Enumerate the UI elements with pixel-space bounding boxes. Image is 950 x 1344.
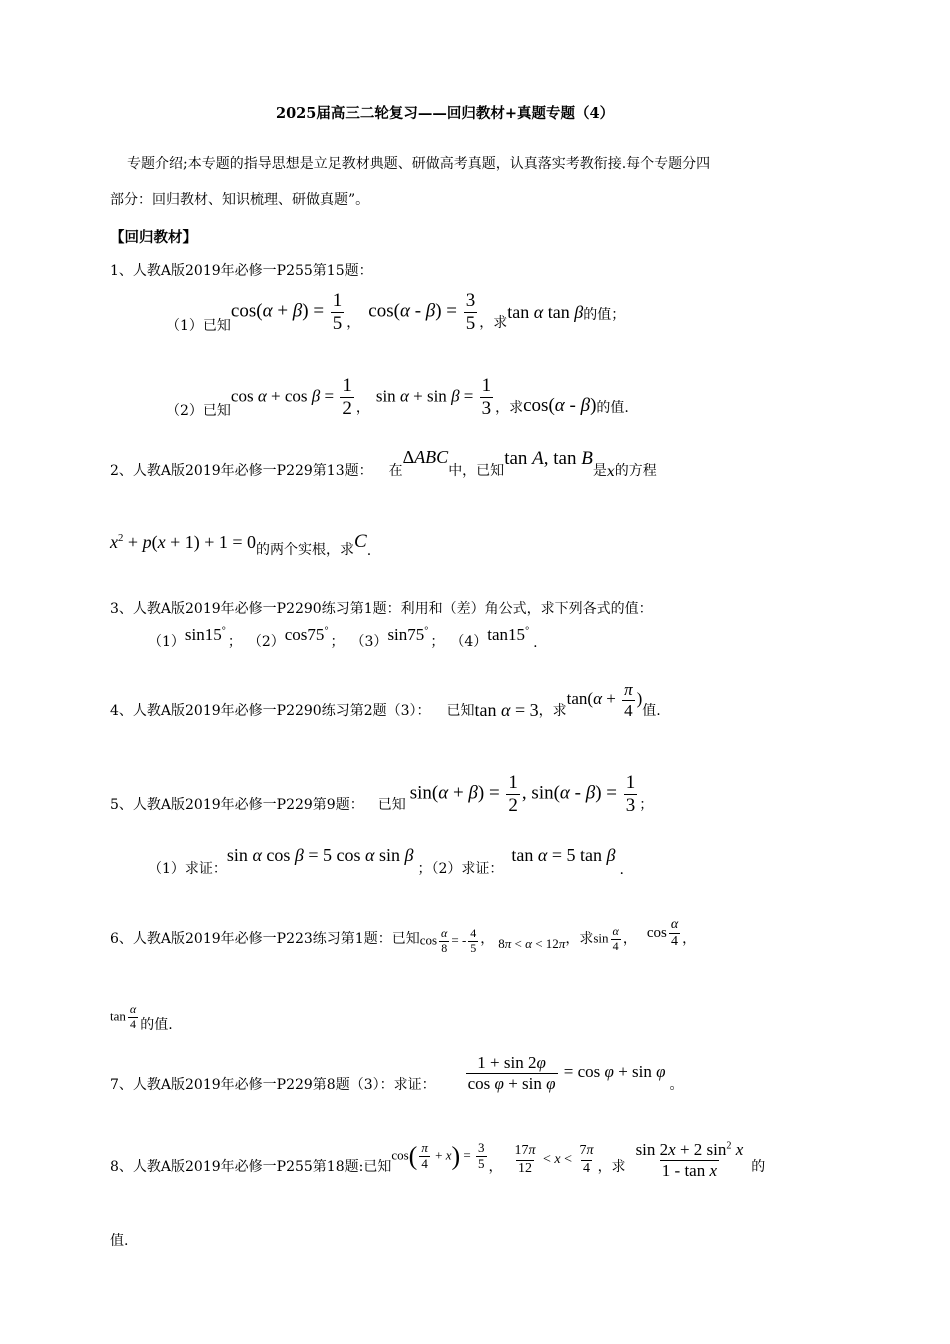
problem-5-line-1: 5、人教A版2019年必修一P229第9题： 已知 sin(α + β) = $\frac{1}{2}$ , sin(α - β) = $\frac{1}{3}$ ； <box>110 772 654 816</box>
formula: sin(α + β) = $\frac{1}{2}$ , sin(α - β) = $\frac{1}{3}$ <box>409 772 636 816</box>
problem-1-part-1: （1）已知 cos(α + β) = $\frac{1}{5}$ ， cos(α - β) = $\frac{3}{5}$ ，求 tan α tan β 的值； <box>166 289 626 334</box>
formula: cos(α + β) = $\frac{1}{5}$ <box>230 289 343 334</box>
problem-4: 4、人教A版2019年必修一P2290练习第2题（3）： 已知 tan α = 3 ，求 tan(α + $\frac{\pi}{4}$ ) 值. <box>110 680 661 720</box>
formula: tan α = 5 tan β <box>511 845 616 865</box>
intro-line-2: 部分：回归教材、知识梳理、研做真题”。 <box>110 192 370 208</box>
formula: C <box>354 531 367 552</box>
formula: ΔABC <box>402 447 449 467</box>
formula: sin $\frac{\alpha}{4}$ <box>593 924 619 954</box>
formula: tan α = 3 <box>474 699 539 720</box>
problem-2-line-2: $x^2 + p(x + 1) + 1 = 0$ 的两个实根，求 C . <box>110 531 372 559</box>
problem-1-part-2: （2）已知 cos α + cos β = $\frac{1}{2}$ ， sin α + sin β = $\frac{1}{3}$ ，求 cos(α - β) 的值. <box>166 374 629 419</box>
problem-7: 7、人教A版2019年必修一P229第8题（3）：求证： $\frac{1 + \sin 2\varphi}{\text{cos φ + sin φ}}$ = cos φ + sin φ 。 <box>110 1052 684 1093</box>
section-heading: 【回归教材】 <box>110 229 197 246</box>
problem-8-line-1: 8、人教A版2019年必修一P255第18题:已知 cos( $\frac{\pi}{4}$ + x) = $\frac{3}{5}$ ， $\frac{17\pi}{12}$ < x < $\frac{7\pi}{4}$ ，求 $\frac{\sin 2x + 2 \sin^2 x}{\text{1 - tan x}}$ 的 <box>110 1139 766 1180</box>
formula: $\frac{1 + \sin 2\varphi}{\text{cos φ + sin φ}}$ = cos φ + sin φ <box>467 1052 666 1093</box>
page-title: 2025届高三二轮复习——回归教材+真题专题（4） <box>276 105 615 122</box>
formula: $\frac{\sin 2x + 2 \sin^2 x}{\text{1 - tan x}}$ <box>635 1140 744 1180</box>
problem-1-label: 1、人教A版2019年必修一P255第15题： <box>110 263 373 279</box>
problem-5-line-2: （1）求证： sin α cos β = 5 cos α sin β ；（2）求证： tan α = 5 tan β . <box>148 845 624 878</box>
formula: cos(α - β) <box>523 395 597 416</box>
formula: cos $\frac{\alpha}{4}$ <box>646 917 679 950</box>
formula: tan α tan β <box>507 301 584 322</box>
formula: tan15° <box>487 625 530 644</box>
formula: tan(α + $\frac{\pi}{4}$ ) <box>566 680 643 720</box>
formula: cos α + cos β = $\frac{1}{2}$ <box>230 374 352 419</box>
formula: tan $\frac{\alpha}{4}$ <box>110 1001 137 1031</box>
problem-6-line-1: 6、人教A版2019年必修一P223练习第1题：已知 cos $\frac{\alpha}{8}$ = - $\frac{4}{5}$ ， 8π < α < 12π ，求 sin $\frac{\alpha}{4}$ ， cos $\frac{\alpha}{4}$ ， <box>110 917 697 956</box>
formula: sin15° <box>184 625 226 644</box>
problem-6-line-2: tan $\frac{\alpha}{4}$ 的值. <box>110 1001 173 1033</box>
formula: $\frac{17\pi}{12}$ < x < $\frac{7\pi}{4}$ <box>514 1143 594 1176</box>
formula: sin α cos β = 5 cos α sin β <box>226 845 414 865</box>
formula: tan A, tan B <box>504 448 593 469</box>
formula: sin α + sin β = $\frac{1}{3}$ <box>375 374 492 419</box>
problem-3-items: （1） sin15° ； （2） cos75° ； （3） sin75° ； （4） tan15° . <box>148 625 538 651</box>
formula: cos( $\frac{\pi}{4}$ + x) = $\frac{3}{5}$ <box>391 1139 485 1171</box>
formula: cos $\frac{\alpha}{8}$ = - $\frac{4}{5}$ <box>419 926 477 956</box>
problem-3-label: 3、人教A版2019年必修一P2290练习第1题：利用和（差）角公式，求下列各式的值： <box>110 601 653 617</box>
formula: cos75° <box>284 625 329 644</box>
formula: $x^2 + p(x + 1) + 1 = 0$ <box>110 532 257 552</box>
intro-line-1: 专题介绍;本专题的指导思想是立足教材典题、研做高考真题，认真落实考教衔接.每个专题分四 <box>127 156 711 172</box>
formula: 8π < α < 12π <box>498 935 566 951</box>
formula: cos(α - β) = $\frac{3}{5}$ <box>368 289 476 334</box>
problem-8-line-2: 值. <box>110 1233 129 1249</box>
formula: sin75° <box>387 625 429 644</box>
problem-2-line-1: 2、人教A版2019年必修一P229第13题： 在 ΔABC 中，已知 tan A, tan B 是 x 的方程 <box>110 447 657 480</box>
